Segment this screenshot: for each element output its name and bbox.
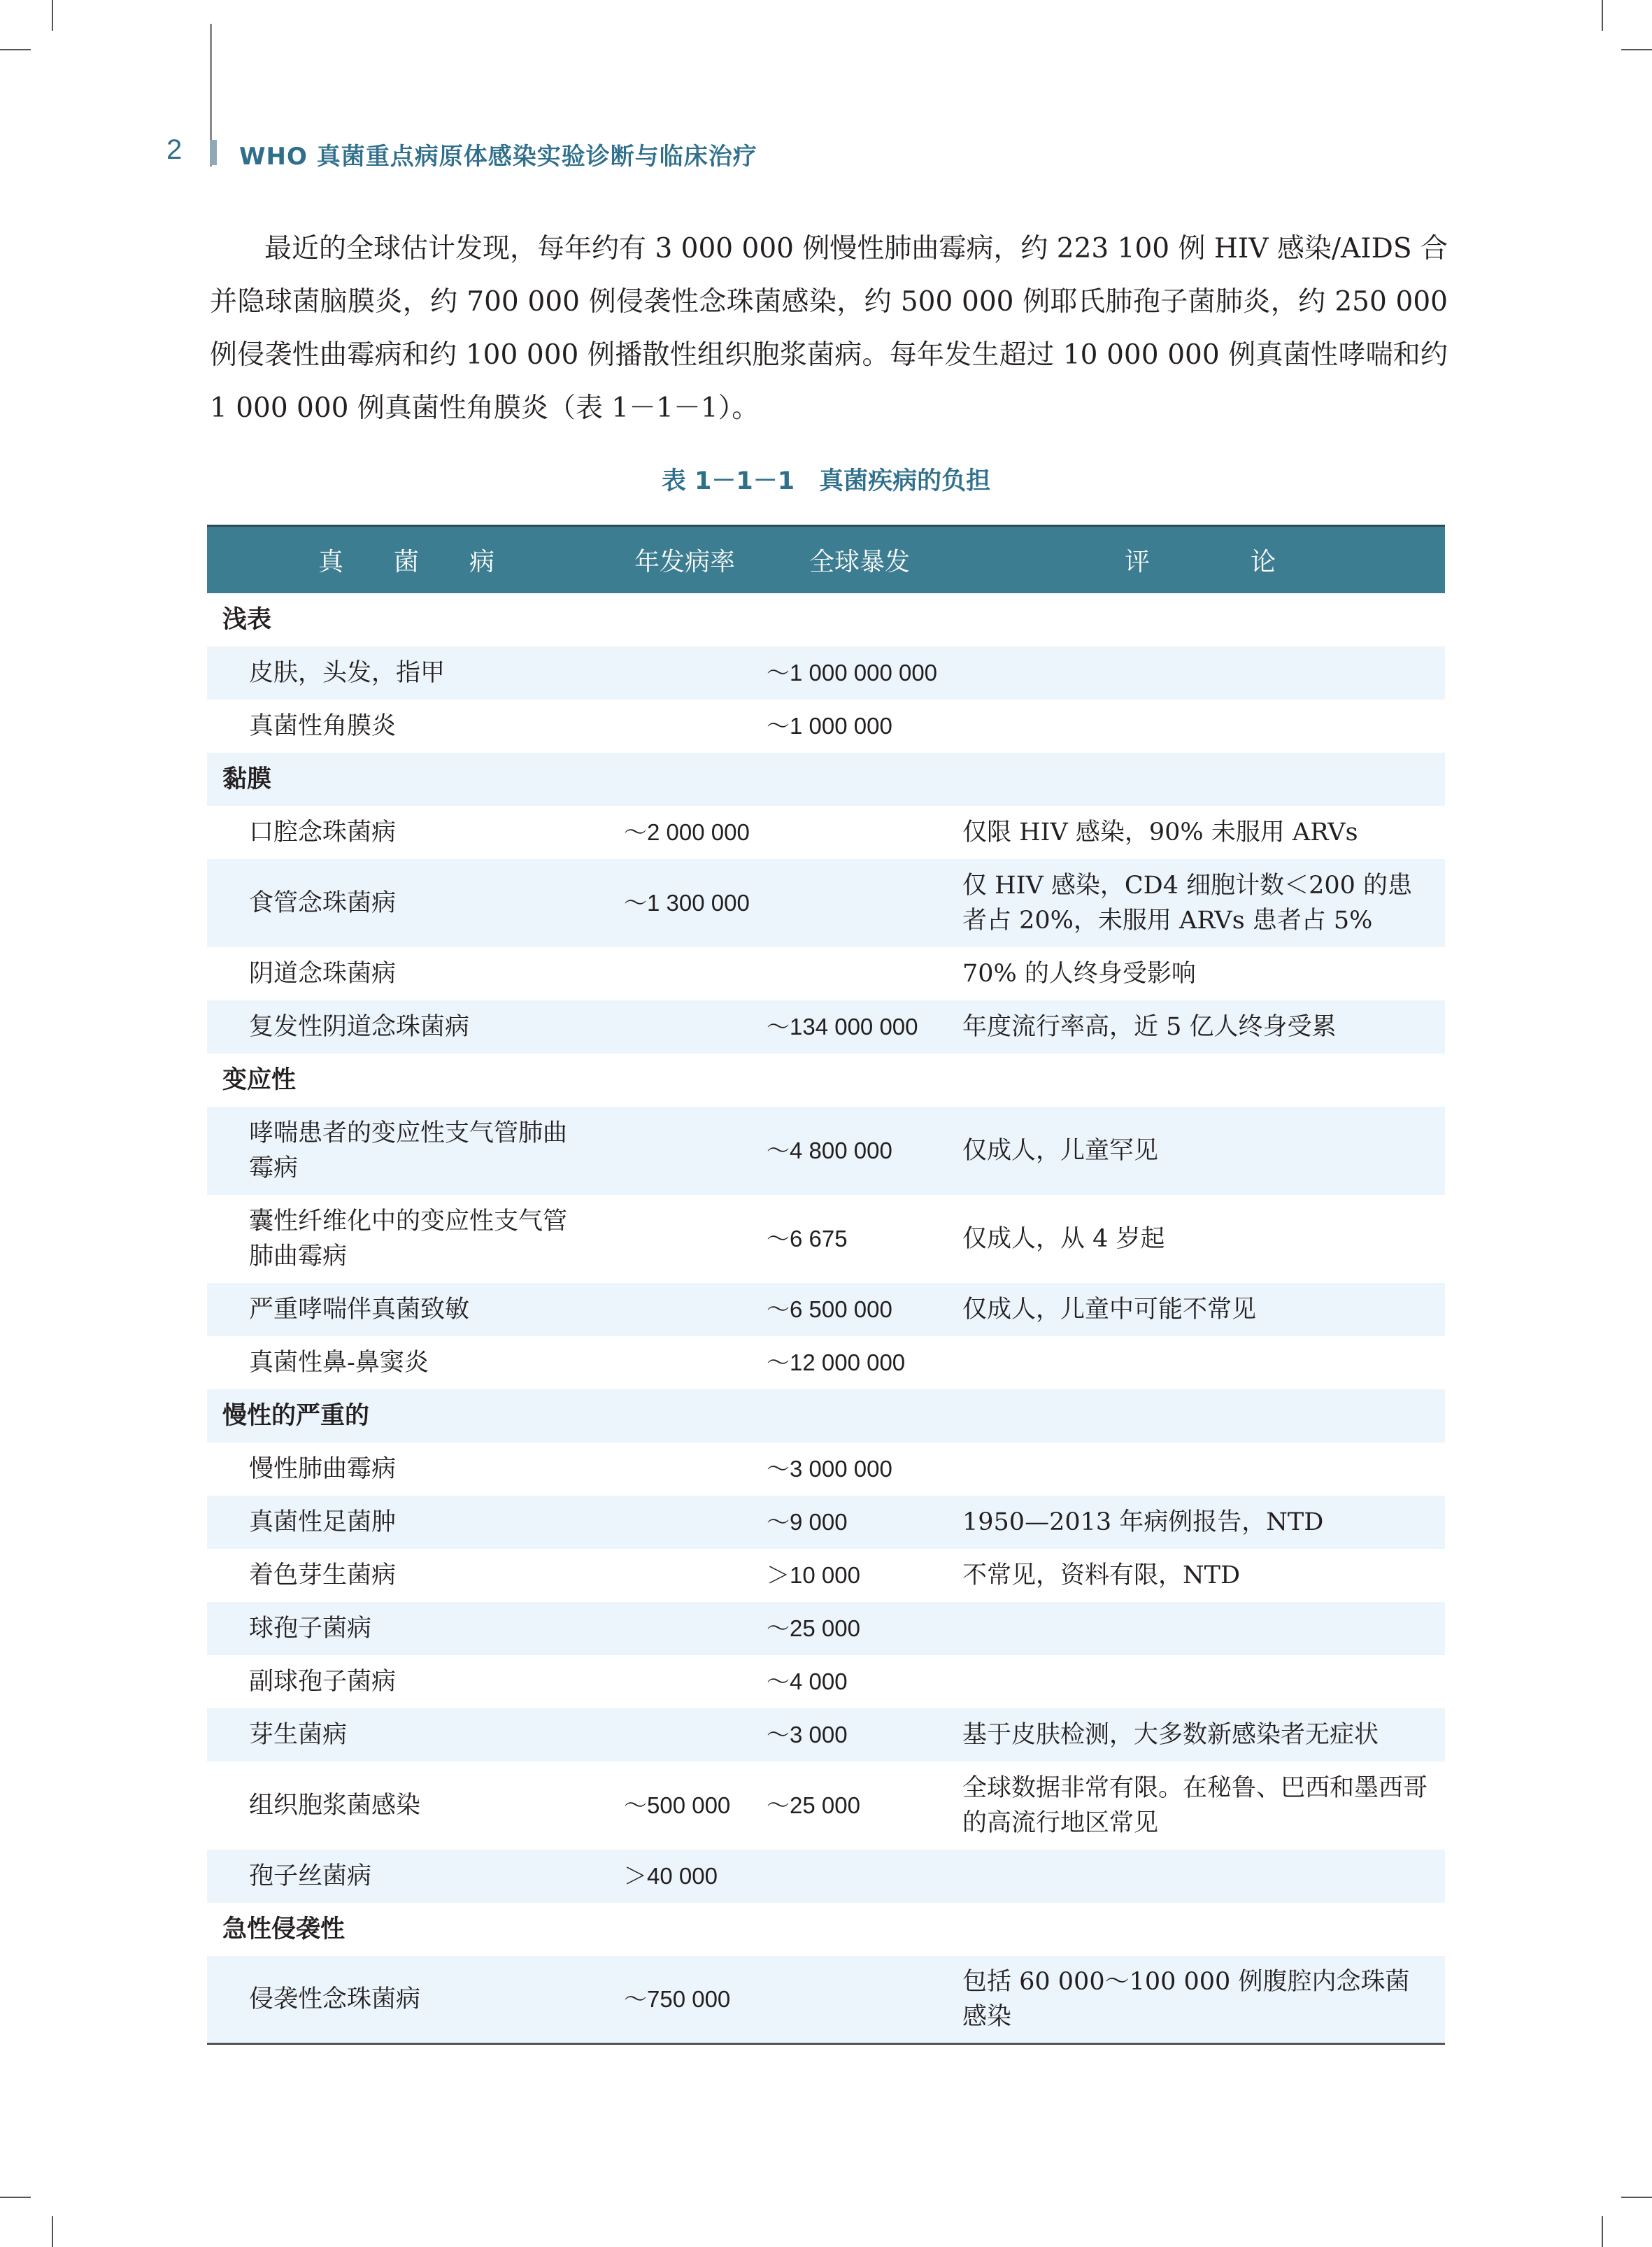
table-row bbox=[207, 1195, 1445, 1283]
comment-cell: 仅成人，儿童罕见 bbox=[955, 1107, 1445, 1195]
disease-name-cell: 阴道念珠菌病 bbox=[249, 959, 397, 988]
crop-mark bbox=[0, 49, 31, 50]
category-label: 变应性 bbox=[222, 1065, 297, 1094]
incidence-cell bbox=[606, 1496, 764, 1549]
disease-name-cell: 副球孢子菌病 bbox=[249, 1667, 397, 1696]
comment-cell: 年度流行率高，近 5 亿人终身受累 bbox=[955, 1000, 1445, 1054]
category-label: 浅表 bbox=[222, 605, 272, 634]
disease-name-cell: 囊性纤维化中的变应性支气管肺曲霉病 bbox=[249, 1207, 568, 1270]
incidence-cell bbox=[606, 1655, 764, 1708]
table-row bbox=[207, 1000, 1445, 1054]
incidence-cell bbox=[606, 1107, 764, 1195]
global-cell bbox=[764, 859, 955, 947]
header-comment: 评 论 bbox=[955, 526, 1445, 593]
incidence-cell: ～1 300 000 bbox=[606, 859, 764, 947]
incidence-cell bbox=[606, 947, 764, 1000]
global-cell: ～4 800 000 bbox=[764, 1107, 955, 1195]
table-row bbox=[207, 806, 1445, 859]
crop-mark bbox=[1602, 0, 1603, 31]
global-cell: ～134 000 000 bbox=[764, 1000, 955, 1054]
crop-mark bbox=[0, 2197, 31, 2198]
table-row bbox=[207, 947, 1445, 1000]
incidence-cell bbox=[606, 1283, 764, 1336]
incidence-cell bbox=[606, 646, 764, 700]
global-cell: ～25 000 bbox=[767, 1792, 860, 1818]
table-row bbox=[207, 1708, 1445, 1762]
table-row bbox=[207, 1107, 1445, 1195]
global-cell bbox=[764, 1850, 955, 1903]
incidence-cell bbox=[606, 1195, 764, 1283]
table-title: 表 1－1－1 真菌疾病的负担 bbox=[661, 467, 991, 495]
comment-cell bbox=[955, 1602, 1445, 1655]
global-cell: ～1 000 000 000 bbox=[764, 646, 955, 700]
table-row bbox=[207, 1336, 1445, 1389]
table-row bbox=[207, 1602, 1445, 1655]
comment-cell: 仅限 HIV 感染，90% 未服用 ARVs bbox=[962, 818, 1358, 846]
disease-name-cell: 口腔念珠菌病 bbox=[249, 818, 397, 846]
table-row bbox=[207, 1549, 1445, 1602]
incidence-cell bbox=[606, 1443, 764, 1496]
table-category-row bbox=[207, 1389, 1445, 1443]
page-number: 2 bbox=[166, 134, 183, 165]
incidence-cell: ～2 000 000 bbox=[624, 818, 750, 845]
incidence-cell bbox=[606, 1602, 764, 1655]
incidence-cell bbox=[606, 700, 764, 753]
comment-cell bbox=[955, 646, 1445, 700]
disease-name-cell: 食管念珠菌病 bbox=[207, 859, 606, 947]
global-cell: ～12 000 000 bbox=[767, 1349, 906, 1375]
disease-name-cell: 侵袭性念珠菌病 bbox=[207, 1956, 606, 2044]
comment-cell bbox=[955, 1850, 1445, 1903]
disease-name-cell: 哮喘患者的变应性支气管肺曲霉病 bbox=[207, 1107, 606, 1195]
global-cell bbox=[764, 947, 955, 1000]
disease-name-cell: 真菌性鼻-鼻窦炎 bbox=[249, 1348, 429, 1377]
disease-name-cell: 严重哮喘伴真菌致敏 bbox=[207, 1283, 606, 1336]
table-row bbox=[207, 1496, 1445, 1549]
crop-mark bbox=[1621, 49, 1652, 50]
disease-name-cell: 芽生菌病 bbox=[207, 1708, 606, 1762]
table-category-row bbox=[207, 1903, 1445, 1956]
incidence-cell bbox=[606, 1708, 764, 1762]
global-cell: ～4 000 bbox=[767, 1668, 848, 1694]
crop-mark bbox=[1621, 2197, 1652, 2198]
disease-name-cell: 复发性阴道念珠菌病 bbox=[207, 1000, 606, 1054]
global-cell bbox=[764, 1956, 955, 2044]
disease-burden-table bbox=[207, 525, 1445, 2045]
comment-cell: 包括 60 000～100 000 例腹腔内念珠菌感染 bbox=[955, 1956, 1445, 2044]
category-label: 慢性的严重的 bbox=[207, 1389, 1445, 1443]
table-row bbox=[207, 1956, 1445, 2044]
table-header-row bbox=[207, 526, 1445, 593]
crop-mark bbox=[52, 2216, 53, 2247]
global-cell: ～1 000 000 bbox=[767, 712, 892, 739]
table-category-row bbox=[207, 1054, 1445, 1107]
crop-mark bbox=[52, 0, 53, 31]
disease-name-cell: 皮肤，头发，指甲 bbox=[207, 646, 606, 700]
body-paragraph: 最近的全球估计发现，每年约有 3 000 000 例慢性肺曲霉病，约 223 100 例 HIV 感染/AIDS 合并隐球菌脑膜炎，约 700 000 例侵袭性念珠菌感染，约 500 000 例耶氏肺孢子菌肺炎，约 250 000 例侵袭性曲霉病和约 100 000 例播散性组织胞浆菌病。每年发生超过 10 000 000 例真菌性哮喘和约 1 000 000 例真菌性角膜炎（表 1－1－1）。 bbox=[210, 233, 1448, 424]
global-cell: ～25 000 bbox=[764, 1602, 955, 1655]
comment-cell bbox=[955, 1443, 1445, 1496]
crop-mark bbox=[1602, 2216, 1603, 2247]
global-cell: ～6 500 000 bbox=[764, 1283, 955, 1336]
incidence-cell: ～750 000 bbox=[606, 1956, 764, 2044]
global-cell: ＞10 000 bbox=[767, 1561, 860, 1588]
table-row bbox=[207, 1443, 1445, 1496]
table-row bbox=[207, 700, 1445, 753]
disease-name-cell: 着色芽生菌病 bbox=[249, 1561, 397, 1589]
comment-cell bbox=[955, 700, 1445, 753]
disease-name-cell: 孢子丝菌病 bbox=[207, 1850, 606, 1903]
disease-name-cell: 球孢子菌病 bbox=[207, 1602, 606, 1655]
table-row bbox=[207, 1762, 1445, 1850]
comment-cell bbox=[955, 1655, 1445, 1708]
incidence-cell: ～500 000 bbox=[624, 1792, 731, 1818]
global-cell bbox=[764, 806, 955, 859]
running-head: WHO 真菌重点病原体感染实验诊断与临床治疗 bbox=[239, 143, 757, 171]
header-global: 全球暴发 bbox=[764, 526, 955, 593]
table-row bbox=[207, 1655, 1445, 1708]
category-label: 黏膜 bbox=[207, 753, 1445, 806]
comment-cell: 70% 的人终身受影响 bbox=[962, 959, 1196, 988]
comment-cell: 不常见，资料有限，NTD bbox=[962, 1561, 1241, 1589]
comment-cell: 基于皮肤检测，大多数新感染者无症状 bbox=[955, 1708, 1445, 1762]
global-cell: ～3 000 000 bbox=[767, 1455, 892, 1482]
table-row bbox=[207, 1283, 1445, 1336]
header-incidence: 年发病率 bbox=[606, 526, 764, 593]
incidence-cell bbox=[606, 1549, 764, 1602]
incidence-cell bbox=[606, 1000, 764, 1054]
category-label: 急性侵袭性 bbox=[222, 1915, 346, 1943]
disease-name-cell: 真菌性足菌肿 bbox=[207, 1496, 606, 1549]
header-disease: 真 菌 病 bbox=[207, 526, 606, 593]
table-category-row bbox=[207, 753, 1445, 806]
table-row bbox=[207, 646, 1445, 700]
comment-cell: 仅成人，从 4 岁起 bbox=[962, 1224, 1165, 1253]
table-category-row bbox=[207, 593, 1445, 646]
incidence-cell: ＞40 000 bbox=[606, 1850, 764, 1903]
comment-cell: 仅成人，儿童中可能不常见 bbox=[955, 1283, 1445, 1336]
table-row bbox=[207, 859, 1445, 947]
global-cell: ～6 675 bbox=[767, 1225, 848, 1252]
table-row bbox=[207, 1850, 1445, 1903]
disease-name-cell: 慢性肺曲霉病 bbox=[249, 1454, 397, 1483]
incidence-cell bbox=[606, 1336, 764, 1389]
header-bar bbox=[210, 140, 217, 165]
table-body bbox=[207, 593, 1445, 2044]
disease-name-cell: 真菌性角膜炎 bbox=[249, 711, 397, 740]
comment-cell: 仅 HIV 感染，CD4 细胞计数＜200 的患者占 20%，未服用 ARVs 患者占 5% bbox=[955, 859, 1445, 947]
global-cell: ～9 000 bbox=[764, 1496, 955, 1549]
global-cell: ～3 000 bbox=[764, 1708, 955, 1762]
comment-cell: 全球数据非常有限。在秘鲁、巴西和墨西哥的高流行地区常见 bbox=[962, 1773, 1428, 1837]
comment-cell: 1950—2013 年病例报告，NTD bbox=[955, 1496, 1445, 1549]
comment-cell bbox=[955, 1336, 1445, 1389]
disease-name-cell: 组织胞浆菌感染 bbox=[249, 1791, 421, 1820]
